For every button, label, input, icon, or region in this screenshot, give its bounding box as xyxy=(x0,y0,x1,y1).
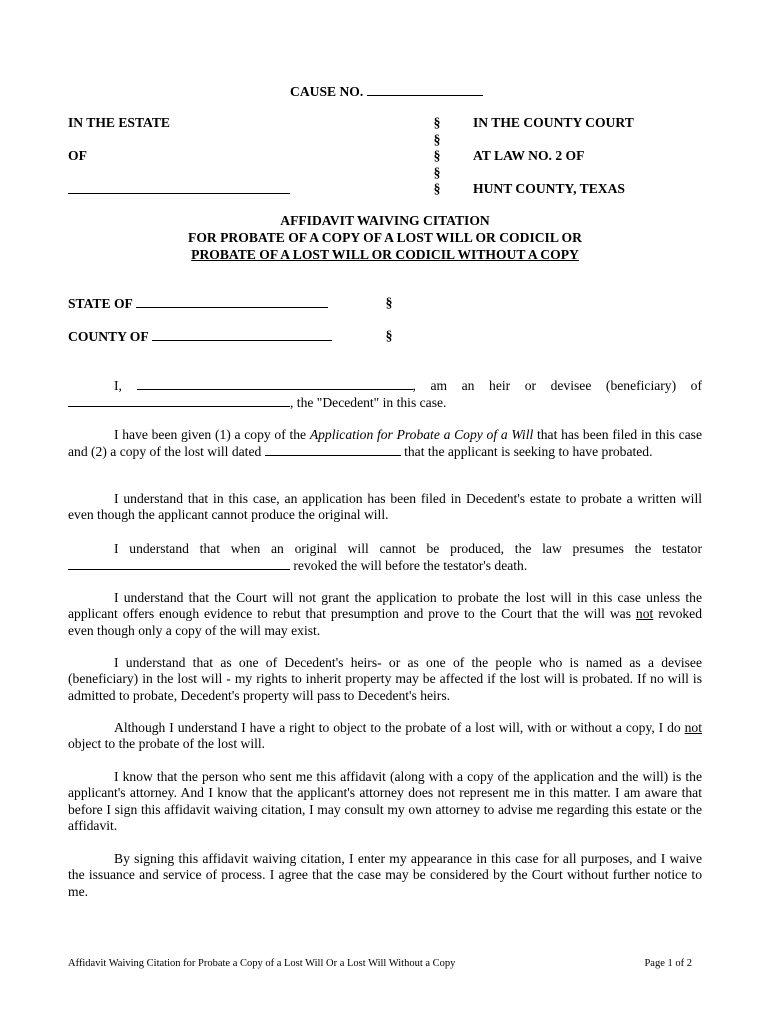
caption-left-of: OF xyxy=(68,148,87,163)
section-symbol: § xyxy=(385,295,393,310)
testator-blank[interactable] xyxy=(68,557,290,570)
paragraph-affiant xyxy=(68,377,702,412)
caption-left-estate: IN THE ESTATE xyxy=(68,115,170,130)
caption-right-law-no: AT LAW NO. 2 OF xyxy=(473,148,585,163)
state-blank[interactable] xyxy=(136,295,328,308)
footer-page-number: Page 1 of 2 xyxy=(644,958,692,969)
p7-text-b: object to the probate of the lost will. xyxy=(68,736,266,752)
section-symbol: § xyxy=(433,181,441,196)
title-line-2: FOR PROBATE OF A COPY OF A LOST WILL OR CODICIL OR xyxy=(188,230,582,245)
document-title xyxy=(68,212,702,263)
caption-right-county: HUNT COUNTY, TEXAS xyxy=(473,181,625,196)
will-date-blank[interactable] xyxy=(265,443,401,456)
p5-text-b: revoked even though only a copy of the will may exist. xyxy=(68,606,703,638)
paragraph-rebut-presumption xyxy=(68,590,702,639)
p4-text-b: revoked the will before the testator's death. xyxy=(293,558,528,574)
section-symbol: § xyxy=(433,132,441,147)
p3-text: I understand that in this case, an application has been filed in Decedent's estate to probate a written will even though the applicant cannot produce the original will. xyxy=(68,491,702,523)
p2-text-a: I have been given (1) a copy of the xyxy=(114,427,307,442)
caption-right-court: IN THE COUNTY COURT xyxy=(473,115,634,130)
decedent-text: , the "Decedent" in this case. xyxy=(290,395,447,411)
p2-text-c: that the applicant is seeking to have probated. xyxy=(404,444,653,460)
section-symbol: § xyxy=(433,115,441,130)
section-symbol: § xyxy=(433,148,441,163)
cause-number-blank[interactable] xyxy=(367,83,483,96)
p7-text-a: Although I understand I have a right to object to the probate of a lost will, with or without a copy, I do xyxy=(114,720,681,735)
p5-text-a: I understand that the Court will not grant the application to probate the lost will in this case unless the applicant offers enough evidence to rebut that presumption and prove to the Court that the will was xyxy=(68,590,702,622)
paragraph-application-filed xyxy=(68,491,702,524)
p9-text: By signing this affidavit waiving citation, I enter my appearance in this case for all purposes, and I waive the issuance and service of process. I agree that the case may be considered by the Court without further notice to me. xyxy=(68,851,702,899)
paragraph-heirs-rights xyxy=(68,655,702,704)
paragraph-appearance xyxy=(68,851,702,900)
footer-document-title: Affidavit Waiving Citation for Probate a Copy of a Lost Will Or a Lost Will Without a Copy xyxy=(68,958,456,969)
paragraph-presumption xyxy=(68,541,702,575)
title-line-3: PROBATE OF A LOST WILL OR CODICIL WITHOUT A COPY xyxy=(191,247,579,262)
paragraph-documents-given xyxy=(68,427,702,461)
application-title: Application for Probate a Copy of a Will xyxy=(309,427,534,442)
p7-not: not xyxy=(684,720,702,735)
state-of-label: STATE OF xyxy=(68,296,133,311)
county-blank[interactable] xyxy=(152,328,332,341)
state-of-line xyxy=(68,295,328,312)
p8-text: I know that the person who sent me this affidavit (along with a copy of the application and the will) is the applicant's attorney. And I know that the applicant's attorney does not represent me in this matter. I am aware that before I sign this affidavit waiving citation, I may consult my own attorney to advise me regarding this estate or the affidavit. xyxy=(68,769,702,833)
affiant-relation-text: , am an heir or devisee (beneficiary) of xyxy=(412,378,702,393)
paragraph-attorney-notice xyxy=(68,769,702,834)
county-of-line xyxy=(68,328,332,345)
paragraph-no-objection xyxy=(68,720,702,753)
decedent-name-blank[interactable] xyxy=(68,180,290,194)
title-line-1: AFFIDAVIT WAIVING CITATION xyxy=(280,213,490,228)
p6-text: I understand that as one of Decedent's heirs- or as one of the people who is named as a devisee (beneficiary) in the lost will - my rights to inherit property may be affected if the lost will is probated. If no will is admitted to probate, Decedent's property will pass to Decedent's heirs. xyxy=(68,655,702,703)
cause-number-label: CAUSE NO. xyxy=(290,84,364,99)
county-of-label: COUNTY OF xyxy=(68,329,149,344)
section-symbol: § xyxy=(385,328,393,343)
affiant-intro: I, xyxy=(114,378,122,393)
decedent-blank[interactable] xyxy=(68,394,290,407)
section-symbol: § xyxy=(433,165,441,180)
cause-number-line xyxy=(290,83,483,100)
p2-text-b: that has been filed in this case and (2) a copy of the lost will dated xyxy=(68,427,703,460)
p5-not: not xyxy=(635,606,654,622)
affiant-name-blank[interactable] xyxy=(137,377,413,390)
p4-text-a: I understand that when an original will cannot be produced, the law presumes the testator xyxy=(114,541,702,556)
